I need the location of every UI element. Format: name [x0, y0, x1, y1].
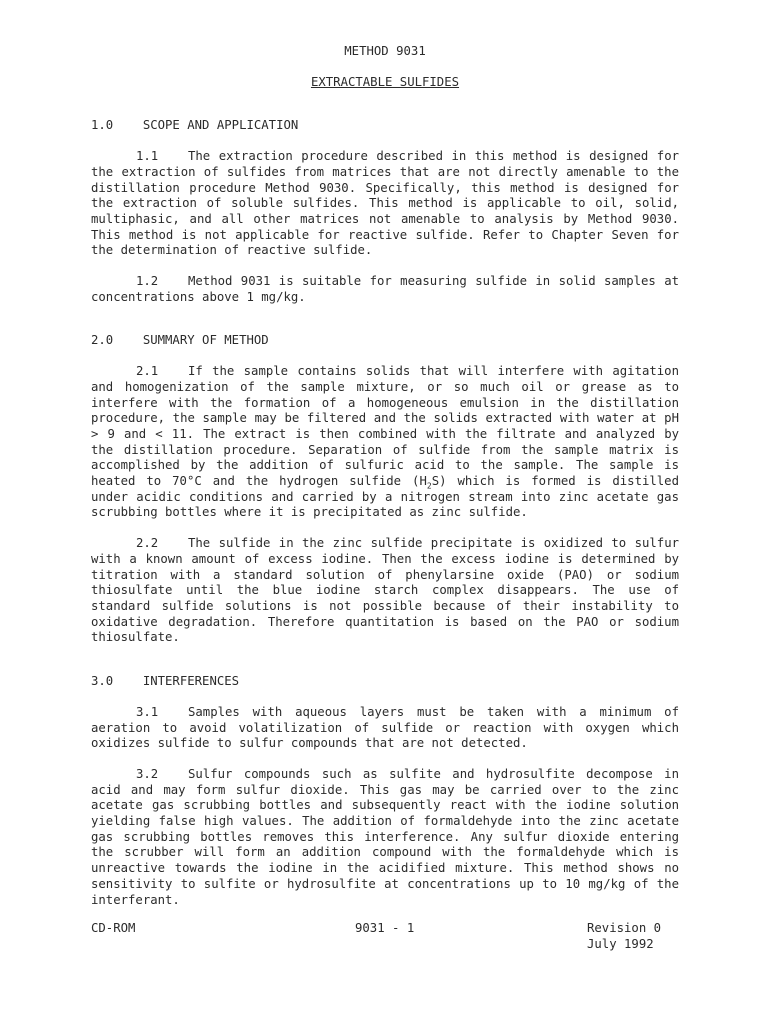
paragraph-number: 3.1: [136, 704, 159, 719]
footer-source: CD-ROM: [91, 921, 136, 935]
paragraph-number: 2.1: [136, 364, 159, 379]
subscript: 2: [426, 481, 432, 491]
paragraph-text: The sulfide in the zinc sulfide precipitate is oxidized to sulfur with a known amount of excess iodine. Then the excess iodine is determined by titration with a standard solution of phenylarsine oxide (PAO) or sodium thiosulfate until the blue iodine starch complex disappears. The use of standard sulfide solutions is not possible because of their instability to oxidative degradation. Therefore quantitation is based on the PAO or sodium thiosulfate.: [91, 536, 679, 645]
paragraph-text: If the sample contains solids that will interfere with agitation and homogenization of the sample mixture, or so much oil or grease as to interfere with the formation of a homogeneous emulsion in the distillation procedure, the sample may be filtered and the solids extracted with water at pH > 9 and < 11. The extract is then combined with the filtrate and analyzed by the distillation procedure. Separation of sulfide from the sample matrix is accomplished by the addition of sulfuric acid to the sample. The sample is heated to 70°C and the hydrogen sulfide (H: [91, 364, 679, 489]
paragraph-1-2: [91, 274, 679, 305]
footer-page-number: 9031 - 1: [355, 921, 415, 935]
document-title: EXTRACTABLE SULFIDES: [310, 74, 460, 89]
paragraph-1-1: [91, 149, 679, 259]
paragraph-number: 1.2: [136, 274, 159, 289]
paragraph-number: 2.2: [136, 536, 159, 551]
paragraph-text: The extraction procedure described in this method is designed for the extraction of sulfides from matrices that are not directly amenable to the distillation procedure Method 9030. Specifically, this method is designed for the extraction of soluble sulfides. This method is applicable to oil, solid, multiphasic, and all other matrices not amenable to analysis by Method 9030. This method is not applicable for reactive sulfide. Refer to Chapter Seven for the determination of reactive sulfide.: [91, 149, 679, 258]
paragraph-2-2: [91, 536, 679, 646]
paragraph-text-continued: S) which is formed is distilled under acidic conditions and carried by a nitrogen stream into zinc acetate gas scrubbing bottles where it is precipitated as zinc sulfide.: [91, 474, 679, 520]
footer-date: July 1992: [587, 936, 654, 951]
footer-revision: [587, 921, 661, 952]
paragraph-text: Samples with aqueous layers must be taken with a minimum of aeration to avoid volatilization of sulfide or reaction with oxygen which oxidizes sulfide to sulfur compounds that are not detected.: [91, 704, 679, 751]
section-heading-2: 2.0 SUMMARY OF METHOD: [91, 333, 269, 348]
document-page: [91, 44, 679, 908]
paragraph-text: Method 9031 is suitable for measuring sulfide in solid samples at concentrations above 1 mg/kg.: [91, 274, 679, 304]
paragraph-number: 1.1: [136, 149, 159, 164]
section-heading-1: 1.0 SCOPE AND APPLICATION: [91, 118, 299, 133]
paragraph-3-1: [91, 705, 679, 752]
paragraph-number: 3.2: [136, 766, 159, 781]
section-heading-3: 3.0 INTERFERENCES: [91, 674, 240, 689]
method-number: METHOD 9031: [344, 44, 426, 58]
paragraph-text: Sulfur compounds such as sulfite and hydrosulfite decompose in acid and may form sulfur dioxide. This gas may be carried over to the zinc acetate gas scrubbing bottles and subsequently react with the iodine solution yielding false high values. The addition of formaldehyde into the zinc acetate gas scrubbing bottles removes this interference. Any sulfur dioxide entering the scrubber will form an addition compound with the formaldehyde which is unreactive towards the iodine in the acidified mixture. This method shows no sensitivity to sulfite or hydrosulfite at concentrations up to 10 mg/kg of the interferant.: [91, 766, 679, 907]
footer-revision-label: Revision 0: [587, 921, 662, 935]
paragraph-3-2: [91, 767, 679, 908]
paragraph-2-1: [91, 364, 679, 521]
